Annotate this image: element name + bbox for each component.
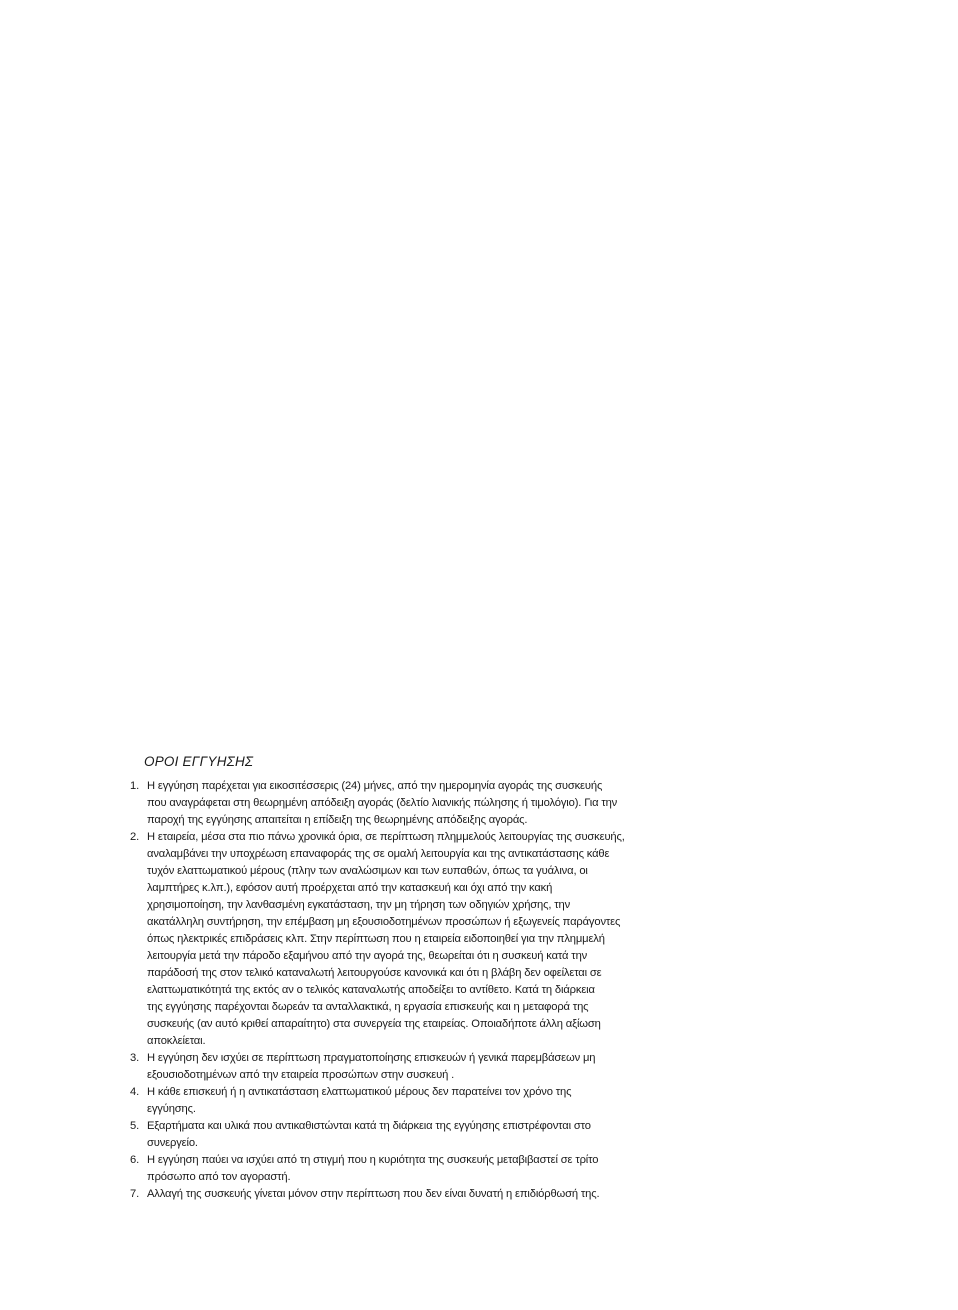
terms-item-1 <box>130 778 730 829</box>
terms-item-5 <box>130 1118 730 1152</box>
terms-item-text: Εξαρτήματα και υλικά που αντικαθιστώνται κατά τη διάρκεια της εγγύησης επιστρέφονται στο συνεργείο. <box>147 1120 591 1149</box>
terms-item-text: Αλλαγή της συσκευής γίνεται μόνον στην περίπτωση που δεν είναι δυνατή η επιδιόρθωσή της. <box>147 1188 600 1200</box>
terms-item-number: 2. <box>130 831 140 843</box>
terms-item-2 <box>130 829 730 1050</box>
terms-item-3 <box>130 1050 730 1084</box>
terms-item-6 <box>130 1152 730 1186</box>
terms-item-text: Η εγγύηση παρέχεται για εικοσιτέσσερις (24) μήνες, από την ημερομηνία αγοράς της συσκευής που αναγράφεται στη θεωρημένη απόδειξη αγοράς (δελτίο λιανικής πώλησης ή τιμολόγιο). Για την παροχή της εγγύησης απαιτείται η επίδειξη της θεωρημένης απόδειξης αγοράς. <box>147 780 618 826</box>
terms-item-number: 1. <box>130 780 140 792</box>
terms-item-text: Η εγγύηση παύει να ισχύει από τη στιγμή που η κυριότητα της συσκευής μεταβιβαστεί σε τρίτο πρόσωπο από τον αγοραστή. <box>147 1154 599 1183</box>
terms-item-number: 4. <box>130 1086 140 1098</box>
terms-item-text: Η εγγύηση δεν ισχύει σε περίπτωση πραγματοποίησης επισκευών ή γενικά παρεμβάσεων μη εξουσιοδοτημένων από την εταιρεία προσώπων στην συσκευή . <box>147 1052 596 1081</box>
terms-item-number: 3. <box>130 1052 140 1064</box>
terms-item-number: 6. <box>130 1154 140 1166</box>
warranty-terms-list <box>130 778 730 1203</box>
terms-item-number: 5. <box>130 1120 140 1132</box>
terms-item-4 <box>130 1084 730 1118</box>
warranty-terms-section <box>130 754 730 1203</box>
terms-item-text: Η κάθε επισκευή ή η αντικατάσταση ελαττωματικού μέρους δεν παρατείνει τον χρόνο της εγγύησης. <box>147 1086 572 1115</box>
warranty-terms-title: ΟΡΟΙ ΕΓΓΥΗΣΗΣ <box>144 754 254 769</box>
terms-item-number: 7. <box>130 1188 140 1200</box>
terms-item-text: Η εταιρεία, μέσα στα πιο πάνω χρονικά όρια, σε περίπτωση πλημμελούς λειτουργίας της συσκευής, αναλαμβάνει την υποχρέωση επαναφοράς της σε ομαλή λειτουργία και της αντικατάστασης κάθε τυχόν ελαττωματικού μέρους (πλην των αναλώσιμων και των ευπαθών, όπως τα γυάλινα, οι λαμπτήρες κ.λπ.), εφόσον αυτή προέρχεται από την κατασκευή και όχι από την κακή χρησιμοποίηση, την λανθασμένη εγκατάσταση, την μη τήρηση των οδηγιών χρήσης, την ακατάλληλη συντήρηση, την επέμβαση μη εξουσιοδοτημένων προσώπων ή εξωγενείς παράγοντες όπως ηλεκτρικές επιδράσεις κλπ. Στην περίπτωση που η εταιρεία ειδοποιηθεί για την πλημμελή λειτουργία μετά την πάροδο εξαμήνου από την αγορά της, θεωρείται ότι η συσκευή κατά την παράδοσή της στον τελικό καταναλωτή λειτουργούσε κανονικά και ότι η βλάβη δεν οφείλεται σε ελαττωματικότητά της εκτός αν ο τελικός καταναλωτής αποδείξει το αντίθετο. Κατά τη διάρκεια της εγγύησης παρέχονται δωρεάν τα ανταλλακτικά, η εργασία επισκευής και η μεταφορά της συσκευής (αν αυτό κριθεί απαραίτητο) στα συνεργεία της εταιρείας. Οποιαδήποτε άλλη αξίωση αποκλείεται. <box>147 831 625 1047</box>
terms-item-7 <box>130 1186 730 1203</box>
